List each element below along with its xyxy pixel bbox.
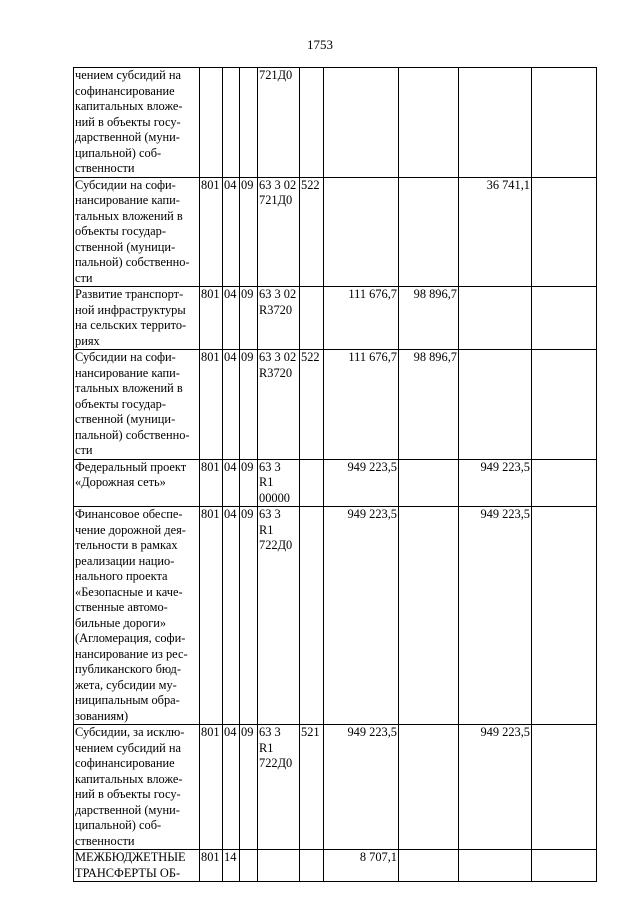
cell-name-line: жета, субсидии му- — [75, 677, 177, 692]
cell-target-article — [258, 177, 300, 287]
cell-amount-3: 949 223,5 — [459, 507, 532, 725]
cell-name-line: объекты государ- — [75, 224, 166, 238]
cell-section: 04 — [223, 725, 240, 850]
cell-target-article — [258, 287, 300, 350]
cell-target-article-line: 63 3 R1 — [259, 459, 281, 489]
cell-name-line: чение дорожной дея- — [75, 522, 186, 537]
cell-name-line: ственной (муници- — [75, 239, 176, 254]
cell-name-line: «Дорожная сеть» — [75, 475, 166, 489]
cell-amount-1 — [324, 177, 399, 287]
cell-name-line: нансирование из рес- — [75, 646, 188, 661]
cell-amount-1 — [324, 68, 399, 178]
cell-name-line: ципальной) соб- — [75, 818, 162, 832]
table-row — [74, 177, 597, 287]
cell-name-line: зованиям) — [75, 708, 129, 723]
cell-target-article-line: 63 3 02 — [259, 350, 297, 364]
cell-name-line: риях — [75, 333, 100, 348]
cell-name-line: бильные дороги» — [75, 615, 167, 630]
cell-ved: 801 — [200, 459, 223, 507]
cell-subsection: 09 — [240, 725, 258, 850]
cell-name — [74, 177, 200, 287]
cell-target-article-line: 721Д0 — [259, 68, 293, 82]
cell-target-article — [258, 350, 300, 460]
cell-amount-4 — [532, 850, 597, 882]
cell-name-line: ственности — [75, 161, 135, 175]
cell-name-line: реализации нацио- — [75, 553, 175, 568]
cell-name-line: Развитие транспорт- — [75, 287, 184, 301]
cell-target-article-line: 63 3 R1 — [259, 725, 281, 755]
cell-name — [74, 68, 200, 178]
cell-name-line: капитальных вложе- — [75, 771, 183, 786]
cell-name-line: публиканского бюд- — [75, 662, 181, 676]
cell-name-line: нансирование капи- — [75, 193, 180, 207]
cell-subsection: 09 — [240, 287, 258, 350]
cell-target-article-line: 00000 — [259, 490, 290, 505]
cell-expense-type — [300, 68, 324, 178]
cell-name-line: нального проекта — [75, 569, 168, 583]
cell-name-line: Финансовое обеспе- — [75, 507, 183, 521]
cell-name-line: сти — [75, 443, 93, 457]
cell-name-line: сти — [75, 270, 93, 285]
cell-amount-1: 8 707,1 — [324, 850, 399, 882]
cell-target-article-line: R3720 — [259, 365, 293, 380]
cell-amount-2 — [399, 850, 459, 882]
cell-amount-4 — [532, 287, 597, 350]
cell-amount-2 — [399, 507, 459, 725]
cell-name-line: чением субсидий на — [75, 740, 182, 755]
cell-amount-4 — [532, 725, 597, 850]
cell-name-line: на сельских террито- — [75, 318, 187, 332]
cell-amount-3 — [459, 287, 532, 350]
cell-amount-1: 949 223,5 — [324, 507, 399, 725]
cell-subsection: 09 — [240, 177, 258, 287]
cell-expense-type — [300, 507, 324, 725]
cell-target-article-line: 63 3 02 — [259, 287, 297, 301]
cell-name-line: Федеральный проект — [75, 459, 187, 474]
cell-ved — [200, 68, 223, 178]
cell-ved: 801 — [200, 507, 223, 725]
table-row — [74, 459, 597, 507]
cell-expense-type — [300, 287, 324, 350]
cell-name-line: Субсидии на софи- — [75, 177, 176, 192]
cell-name-line: дарственной (муни- — [75, 130, 180, 144]
cell-amount-1: 111 676,7 — [324, 350, 399, 460]
cell-name — [74, 725, 200, 850]
cell-expense-type — [300, 850, 324, 882]
cell-section — [223, 68, 240, 178]
cell-expense-type — [300, 459, 324, 507]
cell-amount-3 — [459, 68, 532, 178]
cell-amount-1: 111 676,7 — [324, 287, 399, 350]
cell-amount-1: 949 223,5 — [324, 725, 399, 850]
cell-subsection: 09 — [240, 459, 258, 507]
cell-name-line: софинансирование — [75, 756, 175, 770]
cell-name-line: ципальной) соб- — [75, 145, 162, 160]
cell-target-article — [258, 850, 300, 882]
cell-amount-3: 36 741,1 — [459, 177, 532, 287]
cell-amount-2 — [399, 68, 459, 178]
cell-expense-type: 522 — [300, 177, 324, 287]
cell-target-article — [258, 68, 300, 178]
cell-amount-2 — [399, 459, 459, 507]
cell-name-line: тальных вложений в — [75, 208, 183, 223]
cell-name-line: ственности — [75, 833, 135, 848]
cell-subsection: 09 — [240, 350, 258, 460]
cell-subsection: 09 — [240, 507, 258, 725]
cell-name-line: тальных вложений в — [75, 381, 183, 395]
cell-name-line: дарственной (муни- — [75, 802, 180, 817]
cell-target-article-line: 63 3 R1 — [259, 507, 281, 537]
cell-name-line: МЕЖБЮДЖЕТНЫЕ — [75, 850, 186, 864]
cell-section: 04 — [223, 350, 240, 460]
table-row — [74, 507, 597, 725]
cell-name-line: софинансирование — [75, 83, 175, 98]
cell-section: 04 — [223, 459, 240, 507]
cell-amount-3: 949 223,5 — [459, 459, 532, 507]
cell-subsection — [240, 68, 258, 178]
cell-name-line: ниципальным обра- — [75, 693, 180, 707]
cell-amount-4 — [532, 68, 597, 178]
cell-ved: 801 — [200, 725, 223, 850]
cell-target-article — [258, 725, 300, 850]
cell-subsection — [240, 850, 258, 882]
cell-name-line: тельности в рамках — [75, 538, 178, 552]
cell-amount-2 — [399, 177, 459, 287]
cell-ved: 801 — [200, 850, 223, 882]
cell-name — [74, 850, 200, 882]
page-number: 1753 — [307, 37, 333, 52]
cell-name — [74, 287, 200, 350]
cell-name-line: ственные автомо- — [75, 600, 168, 614]
cell-amount-1: 949 223,5 — [324, 459, 399, 507]
cell-section: 14 — [223, 850, 240, 882]
cell-target-article-line: 722Д0 — [259, 538, 293, 552]
cell-amount-3 — [459, 350, 532, 460]
table-row — [74, 68, 597, 178]
cell-name-line: чением субсидий на — [75, 68, 182, 82]
cell-name — [74, 507, 200, 725]
cell-name-line: (Агломерация, софи- — [75, 631, 186, 645]
cell-name — [74, 350, 200, 460]
table-row — [74, 850, 597, 882]
cell-name-line: ний в объекты госу- — [75, 787, 181, 801]
cell-name-line: пальной) собственно- — [75, 255, 190, 269]
cell-amount-3: 949 223,5 — [459, 725, 532, 850]
cell-target-article-line: 721Д0 — [259, 193, 293, 207]
cell-amount-2 — [399, 725, 459, 850]
cell-ved: 801 — [200, 287, 223, 350]
cell-target-article — [258, 507, 300, 725]
cell-name-line: объекты государ- — [75, 396, 166, 411]
cell-name-line: ний в объекты госу- — [75, 114, 181, 129]
cell-name-line: Субсидии, за исклю- — [75, 725, 185, 739]
table-row — [74, 287, 597, 350]
cell-amount-2: 98 896,7 — [399, 350, 459, 460]
budget-table — [73, 67, 597, 882]
cell-target-article — [258, 459, 300, 507]
cell-ved: 801 — [200, 177, 223, 287]
cell-amount-2: 98 896,7 — [399, 287, 459, 350]
cell-amount-3 — [459, 850, 532, 882]
cell-name-line: нансирование капи- — [75, 365, 180, 380]
cell-name — [74, 459, 200, 507]
cell-amount-4 — [532, 507, 597, 725]
cell-name-line: ной инфраструктуры — [75, 302, 186, 317]
cell-amount-4 — [532, 459, 597, 507]
cell-expense-type: 521 — [300, 725, 324, 850]
cell-expense-type: 522 — [300, 350, 324, 460]
cell-name-line: капитальных вложе- — [75, 99, 183, 113]
cell-target-article-line: 722Д0 — [259, 756, 293, 770]
cell-name-line: Субсидии на софи- — [75, 350, 176, 364]
table-row — [74, 725, 597, 850]
cell-amount-4 — [532, 350, 597, 460]
cell-target-article-line: 63 3 02 — [259, 177, 297, 192]
cell-amount-4 — [532, 177, 597, 287]
cell-name-line: ственной (муници- — [75, 412, 176, 426]
cell-section: 04 — [223, 177, 240, 287]
cell-ved: 801 — [200, 350, 223, 460]
cell-name-line: пальной) собственно- — [75, 427, 190, 442]
cell-target-article-line: R3720 — [259, 302, 293, 317]
cell-section: 04 — [223, 287, 240, 350]
cell-name-line: «Безопасные и каче- — [75, 584, 183, 599]
cell-section: 04 — [223, 507, 240, 725]
table-row — [74, 350, 597, 460]
cell-name-line: ТРАНСФЕРТЫ ОБ- — [75, 865, 181, 880]
